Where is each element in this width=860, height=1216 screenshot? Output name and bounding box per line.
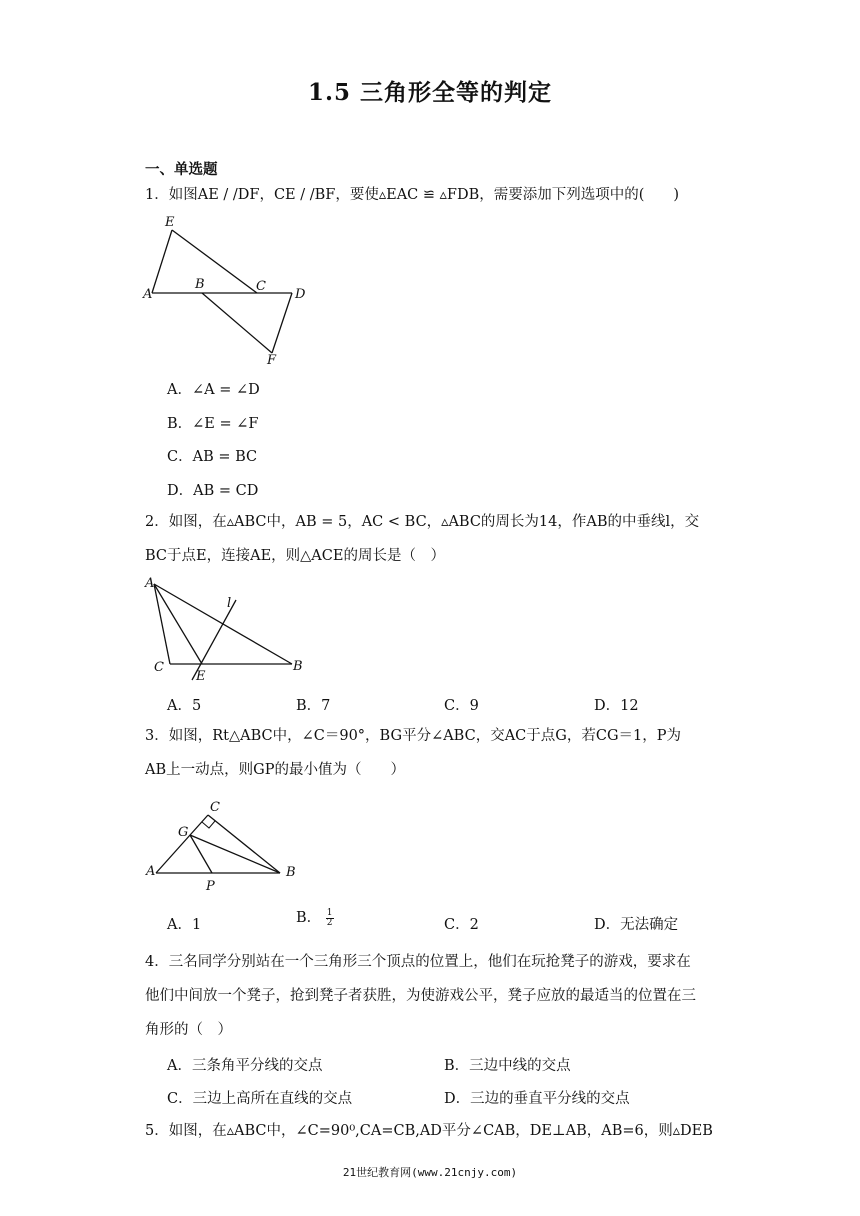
q2-label-l: l	[227, 596, 232, 611]
q3-option-d[interactable]: D．无法确定	[594, 917, 679, 933]
q2-line-ac	[154, 584, 170, 664]
q1-label-a: A	[143, 287, 153, 302]
q1-label-e: E	[165, 215, 175, 230]
q1-label-f: F	[267, 353, 277, 368]
q3-option-b[interactable]	[296, 906, 334, 928]
q3-stem-line1: 3．如图，Rt△ABC中，∠C＝90°，BG平分∠ABC，交AC于点G，若CG＝1，P为	[145, 728, 682, 744]
q3-stem-line2: AB上一动点，则GP的最小值为（ ）	[145, 762, 405, 778]
q1-label-c: C	[256, 279, 266, 294]
q2-stem-line2: BC于点E，连接AE，则△ACE的周长是（ ）	[145, 548, 445, 564]
q2-option-c[interactable]: C．9	[444, 698, 479, 714]
q2-figure	[140, 572, 320, 687]
q3-line-cb	[208, 815, 280, 873]
q4-option-b[interactable]: B．三边中线的交点	[444, 1058, 571, 1074]
q4-stem-line1: 4．三名同学分别站在一个三角形三个顶点的位置上，他们在玩抢凳子的游戏，要求在	[145, 954, 691, 970]
q2-label-b: B	[293, 659, 303, 674]
q1-label-d: D	[295, 287, 306, 302]
q3-label-p: P	[206, 879, 215, 894]
q3-right-angle-mark	[202, 821, 215, 828]
q1-option-a[interactable]: A．∠A = ∠D	[167, 382, 260, 398]
q1-line-ec	[172, 230, 257, 293]
q2-option-d[interactable]: D．12	[594, 698, 639, 714]
q3-option-b-label: B．	[296, 910, 322, 926]
q2-option-a[interactable]: A．5	[167, 698, 202, 714]
q2-label-c: C	[154, 660, 164, 675]
q4-stem-line3: 角形的（ ）	[145, 1022, 232, 1038]
q3-line-gb	[190, 835, 280, 873]
fraction-denominator: 2	[326, 917, 333, 928]
section-heading: 一、单选题	[145, 161, 218, 178]
q3-label-b: B	[286, 865, 296, 880]
q4-option-a[interactable]: A．三条角平分线的交点	[167, 1058, 323, 1074]
q3-line-gp	[190, 835, 212, 873]
q1-figure	[140, 210, 320, 370]
q2-line-l	[192, 600, 236, 680]
q1-label-b: B	[195, 277, 205, 292]
q1-line-bf	[202, 293, 272, 353]
q2-line-ae	[154, 584, 202, 664]
q2-option-b[interactable]: B．7	[296, 698, 331, 714]
q3-option-c[interactable]: C．2	[444, 917, 479, 933]
q3-line-ac	[156, 815, 208, 873]
q3-option-a[interactable]: A．1	[167, 917, 202, 933]
q3-label-g: G	[178, 825, 189, 840]
q1-option-c[interactable]: C．AB = BC	[167, 449, 258, 465]
q1-line-fd	[272, 293, 292, 353]
q1-stem: 1．如图AE / /DF，CE / /BF，要使▵EAC ≌ ▵FDB，需要添加下列选项中的( )	[145, 187, 680, 203]
q1-line-ae	[152, 230, 172, 293]
page-title: 1.5 三角形全等的判定	[307, 79, 553, 106]
q3-option-b-fraction	[326, 909, 334, 928]
q2-label-a: A	[145, 576, 155, 591]
q1-option-b[interactable]: B．∠E = ∠F	[167, 416, 259, 432]
q1-option-d[interactable]: D．AB = CD	[167, 483, 259, 499]
q4-option-d[interactable]: D．三边的垂直平分线的交点	[444, 1091, 630, 1107]
q4-stem-line2: 他们中间放一个凳子，抢到凳子者获胜，为使游戏公平，凳子应放的最适当的位置在三	[145, 988, 696, 1004]
page-footer: 21世纪教育网(www.21cnjy.com)	[342, 1166, 518, 1179]
q4-option-c[interactable]: C．三边上高所在直线的交点	[167, 1091, 353, 1107]
q3-label-c: C	[210, 800, 220, 815]
q3-label-a: A	[146, 864, 156, 879]
q2-label-e: E	[196, 669, 206, 684]
q3-figure	[140, 795, 320, 895]
q2-stem-line1: 2．如图，在▵ABC中，AB = 5，AC < BC，▵ABC的周长为14，作AB的中垂线l，交	[145, 514, 700, 530]
q5-stem-line1: 5．如图，在▵ABC中，∠C=90⁰,CA=CB,AD平分∠CAB，DE⊥AB，AB=6，则▵DEB	[145, 1123, 713, 1139]
fraction-numerator: 1	[326, 907, 333, 918]
